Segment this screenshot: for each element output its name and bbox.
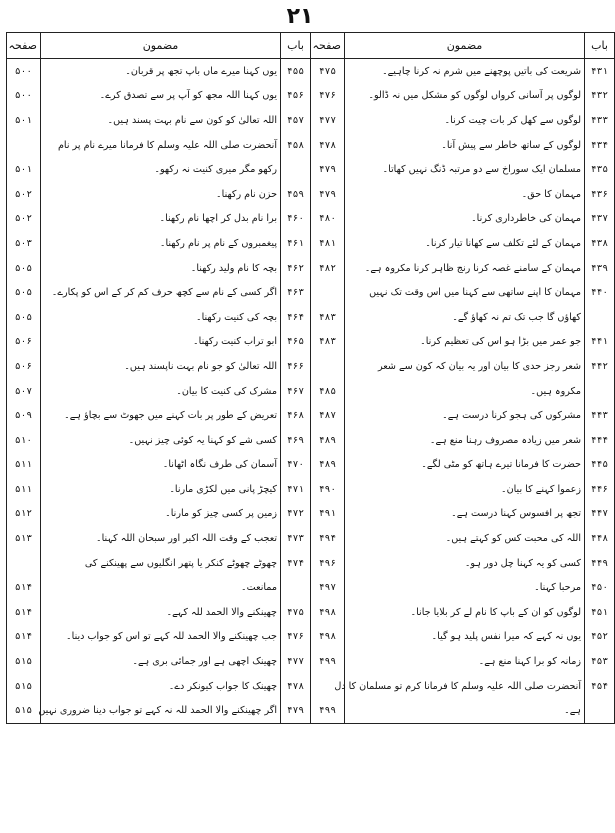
subject-left: یوں کہنا میرے ماں باپ تجھ پر قربان۔ [41, 59, 281, 84]
subject-right: لوگوں پر آسانی کرواں لوگوں کو مشکل میں نہ ڈالو۔ [345, 84, 585, 109]
subject-right: حضرت کا فرمانا تیرے ہاتھ کو مٹی لگے۔ [345, 453, 585, 478]
header-bab-right: باب [585, 33, 615, 59]
subject-right: ہے۔ [345, 698, 585, 723]
page-ref-left: ۵۱۱ [7, 477, 41, 502]
page-ref-right [311, 354, 345, 379]
page-ref-right: ۴۷۹ [311, 182, 345, 207]
page-ref-right: ۴۹۹ [311, 698, 345, 723]
bab-number-left: ۴۷۰ [281, 453, 311, 478]
table-row [7, 59, 615, 84]
subject-left: چھوٹے چھوٹے کنکر یا پتھر انگلیوں سے پھینکنے کی [41, 551, 281, 576]
page-ref-right: ۴۸۹ [311, 428, 345, 453]
bab-number-left: ۴۵۵ [281, 59, 311, 84]
bab-number-right: ۴۴۱ [585, 330, 615, 355]
table-row [7, 231, 615, 256]
page-ref-left [7, 133, 41, 158]
page-ref-right: ۴۹۰ [311, 477, 345, 502]
bab-number-right: ۴۳۷ [585, 207, 615, 232]
page-ref-right: ۴۸۲ [311, 256, 345, 281]
subject-left: اگر کسی کے نام سے کچھ حرف کم کر کے اس کو پکارے۔ [41, 280, 281, 305]
table-row [7, 575, 615, 600]
page-ref-left: ۵۱۴ [7, 575, 41, 600]
page-ref-left: ۵۱۲ [7, 502, 41, 527]
subject-right: آنحضرت صلی اللہ علیہ وسلم کا فرمانا کرم تو مسلمان کا دل [345, 674, 585, 699]
subject-left: یوں کہنا اللہ مجھ کو آپ پر سے تصدق کرے۔ [41, 84, 281, 109]
page-ref-right: ۴۸۱ [311, 231, 345, 256]
bab-number-left: ۴۶۸ [281, 403, 311, 428]
subject-left: بچہ کی کنیت رکھنا۔ [41, 305, 281, 330]
bab-number-left: ۴۶۵ [281, 330, 311, 355]
subject-left: حزن نام رکھنا۔ [41, 182, 281, 207]
bab-number-right: ۴۴۲ [585, 354, 615, 379]
header-safha-right: صفحہ [311, 33, 345, 59]
page-ref-left: ۵۱۵ [7, 674, 41, 699]
page-ref-left: ۵۰۰ [7, 84, 41, 109]
bab-number-right [585, 305, 615, 330]
page-number: ۲۱ [286, 4, 314, 29]
table-row [7, 674, 615, 699]
page-ref-left: ۵۱۵ [7, 698, 41, 723]
table-row [7, 649, 615, 674]
table-row [7, 207, 615, 232]
subject-right: مہمان کے لئے تکلف سے کھانا تیار کرنا۔ [345, 231, 585, 256]
page-ref-left: ۵۰۵ [7, 256, 41, 281]
bab-number-right: ۴۳۳ [585, 108, 615, 133]
table-row [7, 280, 615, 305]
bab-number-left: ۴۶۷ [281, 379, 311, 404]
page-ref-left: ۵۰۱ [7, 157, 41, 182]
bab-number-left: ۴۶۳ [281, 280, 311, 305]
page-ref-left: ۵۰۵ [7, 280, 41, 305]
page-ref-left: ۵۰۰ [7, 59, 41, 84]
table-row [7, 379, 615, 404]
table-row [7, 182, 615, 207]
subject-right: لوگوں سے کھل کر بات چیت کرنا۔ [345, 108, 585, 133]
subject-left: اگر چھینکنے والا الحمد للہ نہ کہے تو جواب دینا ضروری نہیں [41, 698, 281, 723]
table-row [7, 625, 615, 650]
subject-right: اللہ کی محبت کس کو کہتے ہیں۔ [345, 526, 585, 551]
subject-left: کسی شے کو کہنا یہ کوئی چیز نہیں۔ [41, 428, 281, 453]
subject-left: برا نام بدل کر اچھا نام رکھنا۔ [41, 207, 281, 232]
bab-number-right: ۴۴۸ [585, 526, 615, 551]
table-row [7, 551, 615, 576]
bab-number-right: ۴۴۶ [585, 477, 615, 502]
subject-right: مہمان کے سامنے غصہ کرنا رنج ظاہر کرنا مکروہ ہے۔ [345, 256, 585, 281]
page-ref-left: ۵۰۶ [7, 330, 41, 355]
bab-number-right: ۴۵۴ [585, 674, 615, 699]
bab-number-left: ۴۷۴ [281, 551, 311, 576]
page-ref-right: ۴۸۹ [311, 453, 345, 478]
subject-left: کیچڑ پانی میں لکڑی مارنا۔ [41, 477, 281, 502]
subject-right: زعموا کہنے کا بیان۔ [345, 477, 585, 502]
bab-number-left: ۴۷۵ [281, 600, 311, 625]
table-row [7, 157, 615, 182]
page-ref-right: ۴۹۸ [311, 625, 345, 650]
subject-left: جب چھینکنے والا الحمد للہ کہے تو اس کو جواب دینا۔ [41, 625, 281, 650]
subject-left: چھینک اچھی ہے اور جمائی بری ہے۔ [41, 649, 281, 674]
subject-right: مرحبا کہنا۔ [345, 575, 585, 600]
page-ref-left: ۵۱۵ [7, 649, 41, 674]
table-row [7, 108, 615, 133]
subject-right: جو عمر میں بڑا ہو اس کی تعظیم کرنا۔ [345, 330, 585, 355]
page-ref-left: ۵۰۲ [7, 182, 41, 207]
subject-right: مہمان کا حق۔ [345, 182, 585, 207]
subject-left: آسمان کی طرف نگاہ اٹھانا۔ [41, 453, 281, 478]
bab-number-left: ۴۷۲ [281, 502, 311, 527]
index-table [6, 32, 615, 724]
subject-right: کھاؤں گا جب تک تم نہ کھاؤ گے۔ [345, 305, 585, 330]
bab-number-right: ۴۵۳ [585, 649, 615, 674]
page-ref-right: ۴۷۶ [311, 84, 345, 109]
page-ref-right: ۴۹۶ [311, 551, 345, 576]
bab-number-left: ۴۵۸ [281, 133, 311, 158]
page-ref-right: ۴۹۱ [311, 502, 345, 527]
bab-number-right: ۴۳۵ [585, 157, 615, 182]
page-ref-left: ۵۰۲ [7, 207, 41, 232]
bab-number-left [281, 575, 311, 600]
bab-number-left: ۴۷۷ [281, 649, 311, 674]
table-row [7, 477, 615, 502]
bab-number-right: ۴۳۸ [585, 231, 615, 256]
page-ref-left: ۵۰۳ [7, 231, 41, 256]
page-ref-left: ۵۰۷ [7, 379, 41, 404]
subject-right: لوگوں کو ان کے باپ کا نام لے کر بلایا جانا۔ [345, 600, 585, 625]
bab-number-right: ۴۳۹ [585, 256, 615, 281]
page-ref-left: ۵۰۵ [7, 305, 41, 330]
bab-number-right: ۴۴۷ [585, 502, 615, 527]
subject-left: ابو تراب کنیت رکھنا۔ [41, 330, 281, 355]
subject-right: مسلمان ایک سوراخ سے دو مرتبہ ڈنگ نہیں کھاتا۔ [345, 157, 585, 182]
subject-left: چھینکنے والا الحمد للہ کہے۔ [41, 600, 281, 625]
subject-right: مشرکوں کی ہجو کرنا درست ہے۔ [345, 403, 585, 428]
header-bab-left: باب [281, 33, 311, 59]
page-ref-right: ۴۸۵ [311, 379, 345, 404]
header-mazmoon-right: مضمون [345, 33, 585, 59]
subject-right: لوگوں کے ساتھ خاطر سے پیش آنا۔ [345, 133, 585, 158]
subject-right: شریعت کی باتیں پوچھنے میں شرم نہ کرنا چاہیے۔ [345, 59, 585, 84]
bab-number-left: ۴۷۳ [281, 526, 311, 551]
bab-number-right: ۴۳۱ [585, 59, 615, 84]
table-row [7, 428, 615, 453]
subject-right: تجھ پر افسوس کہنا درست ہے۔ [345, 502, 585, 527]
page-ref-right: ۴۸۷ [311, 403, 345, 428]
page-ref-left: ۵۱۱ [7, 453, 41, 478]
subject-left: مشرک کی کنیت کا بیان۔ [41, 379, 281, 404]
bab-number-right: ۴۴۰ [585, 280, 615, 305]
bab-number-left [281, 157, 311, 182]
bab-number-left: ۴۶۱ [281, 231, 311, 256]
page-ref-right: ۴۸۳ [311, 330, 345, 355]
subject-left: ممانعت۔ [41, 575, 281, 600]
bab-number-left: ۴۵۹ [281, 182, 311, 207]
page-ref-right [311, 280, 345, 305]
bab-number-left: ۴۶۹ [281, 428, 311, 453]
subject-left: بچہ کا نام ولید رکھنا۔ [41, 256, 281, 281]
table-row [7, 305, 615, 330]
bab-number-left: ۴۷۱ [281, 477, 311, 502]
page-ref-left: ۵۱۴ [7, 600, 41, 625]
page-ref-right: ۴۸۳ [311, 305, 345, 330]
page-ref-right: ۴۷۸ [311, 133, 345, 158]
subject-left: زمین پر کسی چیز کو مارنا۔ [41, 502, 281, 527]
page-ref-right: ۴۹۷ [311, 575, 345, 600]
header-mazmoon-left: مضمون [41, 33, 281, 59]
bab-number-right [585, 379, 615, 404]
subject-right: کسی کو یہ کہنا چل دور ہو۔ [345, 551, 585, 576]
page-ref-left: ۵۰۱ [7, 108, 41, 133]
subject-left: رکھو مگر میری کنیت نہ رکھو۔ [41, 157, 281, 182]
subject-left: اللہ تعالیٰ کو جو نام بہت ناپسند ہیں۔ [41, 354, 281, 379]
table-row [7, 256, 615, 281]
subject-left: آنحضرت صلی اللہ علیہ وسلم کا فرمانا میرے نام پر نام [41, 133, 281, 158]
bab-number-left: ۴۶۰ [281, 207, 311, 232]
page-ref-left: ۵۱۰ [7, 428, 41, 453]
subject-left: تعریض کے طور پر بات کہنے میں جھوٹ سے بچاؤ ہے۔ [41, 403, 281, 428]
header-row [7, 33, 615, 59]
page-ref-left: ۵۱۴ [7, 625, 41, 650]
bab-number-right: ۴۵۰ [585, 575, 615, 600]
subject-right: مہمان کی خاطرداری کرنا۔ [345, 207, 585, 232]
bab-number-right: ۴۴۵ [585, 453, 615, 478]
bab-number-right: ۴۵۲ [585, 625, 615, 650]
bab-number-left: ۴۶۶ [281, 354, 311, 379]
page-ref-left: ۵۱۳ [7, 526, 41, 551]
page-ref-left [7, 551, 41, 576]
header-safha-left: صفحہ [7, 33, 41, 59]
table-row [7, 403, 615, 428]
subject-right: مکروہ ہیں۔ [345, 379, 585, 404]
page-ref-left: ۵۰۹ [7, 403, 41, 428]
page-ref-left: ۵۰۶ [7, 354, 41, 379]
page-ref-right: ۴۹۸ [311, 600, 345, 625]
table-row [7, 133, 615, 158]
bab-number-right: ۴۴۹ [585, 551, 615, 576]
table-row [7, 698, 615, 723]
subject-left: چھینک کا جواب کیونکر دے۔ [41, 674, 281, 699]
subject-left: پیغمبروں کے نام پر نام رکھنا۔ [41, 231, 281, 256]
page-ref-right: ۴۸۰ [311, 207, 345, 232]
table-row [7, 526, 615, 551]
bab-number-right: ۴۳۶ [585, 182, 615, 207]
bab-number-left: ۴۶۲ [281, 256, 311, 281]
bab-number-right [585, 698, 615, 723]
table-row [7, 600, 615, 625]
table-row [7, 354, 615, 379]
bab-number-left: ۴۷۸ [281, 674, 311, 699]
subject-right: شعر رجز حدی کا بیان اور یہ بیان کہ کون سے شعر [345, 354, 585, 379]
subject-left: اللہ تعالیٰ کو کون سے نام بہت پسند ہیں۔ [41, 108, 281, 133]
page-ref-right: ۴۹۹ [311, 649, 345, 674]
page-ref-right: ۴۹۴ [311, 526, 345, 551]
subject-right: یوں نہ کہے کہ میرا نفس پلید ہو گیا۔ [345, 625, 585, 650]
bab-number-left: ۴۷۹ [281, 698, 311, 723]
subject-left: تعجب کے وقت اللہ اکبر اور سبحان اللہ کہنا۔ [41, 526, 281, 551]
subject-right: زمانہ کو برا کہنا منع ہے۔ [345, 649, 585, 674]
page-ref-right: ۴۷۷ [311, 108, 345, 133]
subject-right: مہمان کا اپنے ساتھی سے کہنا میں اس وقت تک نہیں [345, 280, 585, 305]
bab-number-left: ۴۵۷ [281, 108, 311, 133]
bab-number-left: ۴۷۶ [281, 625, 311, 650]
bab-number-right: ۴۴۴ [585, 428, 615, 453]
subject-right: شعر میں زیادہ مصروف رہنا منع ہے۔ [345, 428, 585, 453]
bab-number-right: ۴۳۴ [585, 133, 615, 158]
bab-number-left: ۴۵۶ [281, 84, 311, 109]
table-row [7, 453, 615, 478]
table-row [7, 84, 615, 109]
page-ref-right: ۴۷۹ [311, 157, 345, 182]
table-row [7, 502, 615, 527]
bab-number-left: ۴۶۴ [281, 305, 311, 330]
page-ref-right: ۴۷۵ [311, 59, 345, 84]
bab-number-right: ۴۵۱ [585, 600, 615, 625]
bab-number-right: ۴۳۲ [585, 84, 615, 109]
table-row [7, 330, 615, 355]
bab-number-right: ۴۴۳ [585, 403, 615, 428]
